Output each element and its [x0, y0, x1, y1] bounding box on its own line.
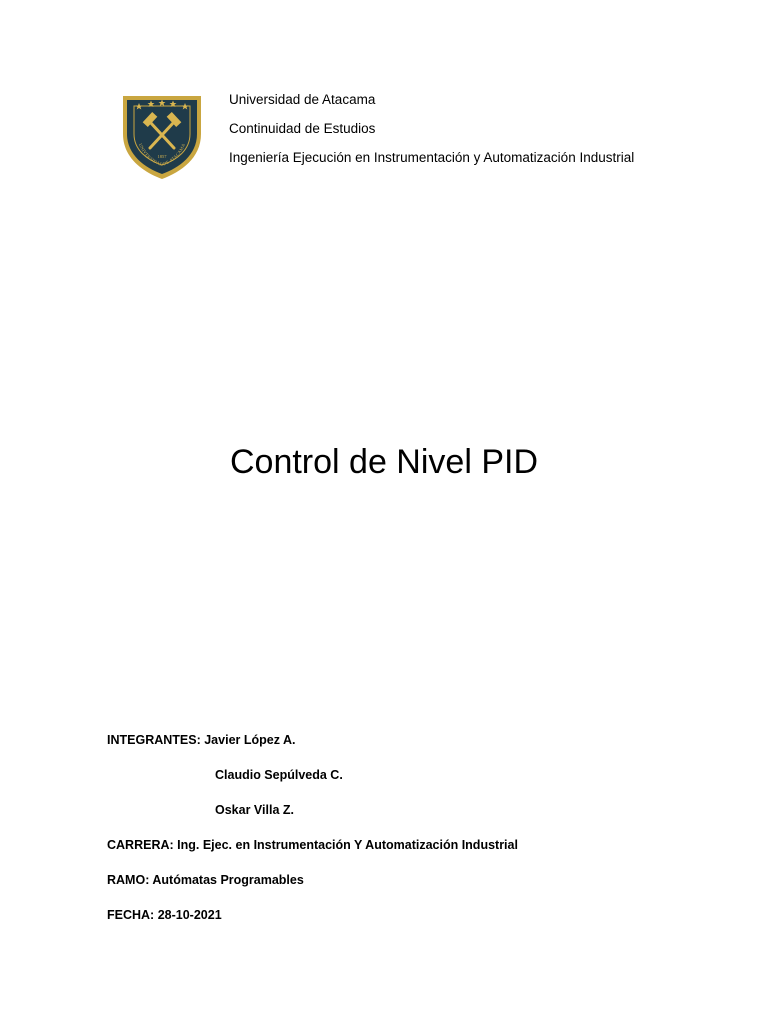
course-value: Autómatas Programables	[152, 873, 304, 887]
date-row	[107, 906, 747, 924]
crest-year: 1857	[157, 154, 167, 159]
member-name: Claudio Sepúlveda C.	[215, 768, 343, 782]
institution-header	[229, 91, 749, 178]
members-row	[107, 801, 747, 819]
date-value: 28-10-2021	[157, 908, 222, 922]
career-row	[107, 836, 747, 854]
date-label: FECHA:	[107, 908, 155, 922]
member-name: Javier López A.	[204, 733, 296, 747]
career-name: Ingeniería Ejecución en Instrumentación y Automatización Industrial	[229, 150, 635, 165]
member-name: Oskar Villa Z.	[215, 803, 294, 817]
crest-motto: UNIVERSIDAD DE ATACAMA	[137, 142, 187, 168]
university-crest-icon	[119, 92, 205, 182]
course-row	[107, 871, 747, 889]
members-label: INTEGRANTES:	[107, 733, 201, 747]
program-name: Continuidad de Estudios	[229, 121, 376, 136]
career-value: Ing. Ejec. en Instrumentación Y Automatización Industrial	[177, 838, 518, 852]
course-label: RAMO:	[107, 873, 150, 887]
institution-name: Universidad de Atacama	[229, 92, 376, 107]
document-details	[107, 731, 747, 941]
career-label: CARRERA:	[107, 838, 174, 852]
members-row	[107, 766, 747, 784]
document-title: Control de Nivel PID	[229, 443, 538, 481]
members-row	[107, 731, 747, 749]
